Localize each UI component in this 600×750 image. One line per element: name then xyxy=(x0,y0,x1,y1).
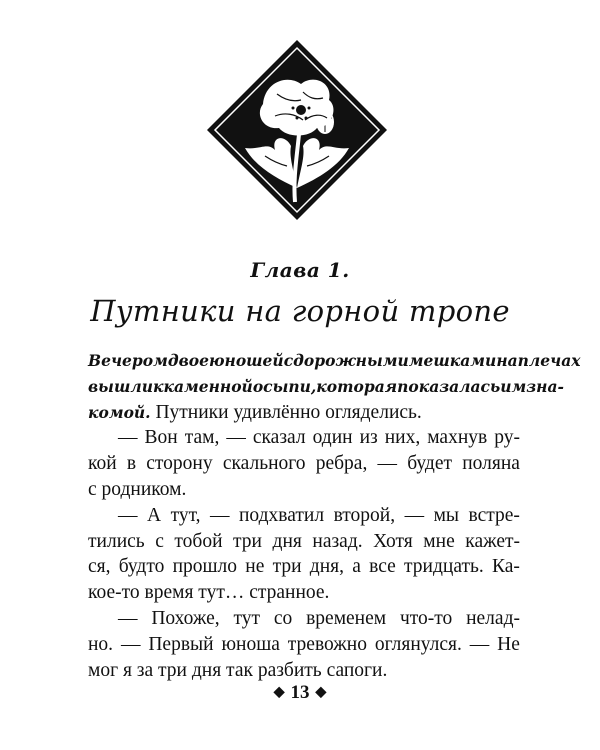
word: а xyxy=(352,556,361,578)
word: ся, xyxy=(88,556,111,578)
word: встре- xyxy=(468,504,520,526)
word: не xyxy=(245,556,265,578)
text-line xyxy=(88,348,581,374)
text-line xyxy=(88,632,520,658)
word: Не xyxy=(497,633,520,655)
word: ребра, xyxy=(315,453,368,475)
word: них, xyxy=(384,427,421,449)
chapter-label: Глава 1. xyxy=(250,258,350,282)
word: назад. xyxy=(312,530,363,552)
word: но. xyxy=(88,633,114,655)
word: кой xyxy=(88,453,117,475)
word: — xyxy=(118,427,138,449)
word: махнув xyxy=(427,427,488,449)
word: все xyxy=(369,556,396,578)
lead-word: двое xyxy=(167,351,209,370)
word: там, xyxy=(184,427,220,449)
body-text xyxy=(88,348,581,683)
text-line xyxy=(88,374,564,400)
word: нелад- xyxy=(466,607,520,629)
lead-word: Вечером xyxy=(88,351,168,370)
lead-word: которая xyxy=(316,376,398,396)
text-line xyxy=(88,425,520,451)
word: тридцать. xyxy=(404,556,484,578)
word: сторону xyxy=(146,453,213,475)
word: — xyxy=(118,607,138,629)
chapter-title: Путники на горной тропе xyxy=(90,294,510,328)
word: что-то xyxy=(399,607,453,629)
text-line xyxy=(88,451,520,477)
lead-word: с xyxy=(283,351,294,370)
word: в xyxy=(126,453,137,475)
text-line xyxy=(88,554,520,580)
word: оглянулся. xyxy=(374,633,462,655)
poppy-ornament-icon xyxy=(205,38,389,222)
lead-word: вышли xyxy=(88,376,153,396)
word: Хотя xyxy=(373,530,413,552)
page-footer xyxy=(0,682,600,704)
lead-word: осыпи, xyxy=(252,376,317,396)
word: — xyxy=(120,633,141,655)
lead-word: каменной xyxy=(163,376,253,396)
text-fragment: Путники удивлённо огляделись. xyxy=(150,401,422,423)
word: ру- xyxy=(494,427,520,449)
text-line xyxy=(88,503,520,529)
word: дня, xyxy=(309,556,344,578)
lead-fragment: комой. xyxy=(88,402,151,422)
word: временем xyxy=(306,607,387,629)
lead-word: на xyxy=(496,351,518,370)
word: тут, xyxy=(170,504,201,526)
lead-word: плечах xyxy=(517,351,581,370)
word: из xyxy=(359,427,378,449)
word: второй, xyxy=(333,504,396,526)
word: — xyxy=(377,453,398,475)
word: — xyxy=(226,427,246,449)
word: будто xyxy=(118,556,165,578)
lead-word: мешками xyxy=(408,351,497,370)
page-number: 13 xyxy=(290,682,310,703)
word: подхватил xyxy=(238,504,325,526)
lead-word: им xyxy=(500,376,527,396)
word: тобой xyxy=(174,530,223,552)
lead-word: к xyxy=(152,376,164,396)
word: скального xyxy=(222,453,306,475)
text-line xyxy=(88,400,520,426)
lead-word: дорожными xyxy=(293,351,409,370)
text-line xyxy=(88,606,520,632)
word: один xyxy=(312,427,353,449)
word: три xyxy=(272,556,302,578)
word: мы xyxy=(433,504,460,526)
word: Ка- xyxy=(492,556,520,578)
word: три xyxy=(233,530,262,552)
word: — xyxy=(118,504,138,526)
word: Вон xyxy=(144,427,178,449)
word: тут xyxy=(233,607,261,629)
word: кажет- xyxy=(465,530,520,552)
diamond-ornament-icon: ◆ xyxy=(273,685,285,700)
word: с xyxy=(155,530,164,552)
text-line: кое-то время тут… странное. xyxy=(88,582,330,604)
word: Первый xyxy=(148,633,214,655)
word: А xyxy=(146,504,162,526)
lead-word: показалась xyxy=(397,376,501,396)
text-line: мог я за три дня так разбить сапоги. xyxy=(88,659,388,681)
word: юноша xyxy=(221,633,280,655)
word: прошло xyxy=(172,556,238,578)
word: будет xyxy=(407,453,453,475)
poppy-flower-diamond-icon xyxy=(205,38,389,222)
lead-word: зна- xyxy=(526,376,564,396)
word: Похоже, xyxy=(151,607,220,629)
text-line: с родником. xyxy=(88,478,187,500)
word: — xyxy=(469,633,490,655)
word: сказал xyxy=(252,427,306,449)
word: — xyxy=(210,504,230,526)
word: тились xyxy=(88,530,145,552)
word: мне xyxy=(423,530,455,552)
word: тревожно xyxy=(287,633,367,655)
diamond-ornament-icon: ◆ xyxy=(315,685,327,700)
word: дня xyxy=(272,530,302,552)
lead-word: юношей xyxy=(209,351,284,370)
word: поляна xyxy=(462,453,520,475)
word: со xyxy=(273,607,293,629)
text-line xyxy=(88,529,520,555)
word: — xyxy=(404,504,425,526)
